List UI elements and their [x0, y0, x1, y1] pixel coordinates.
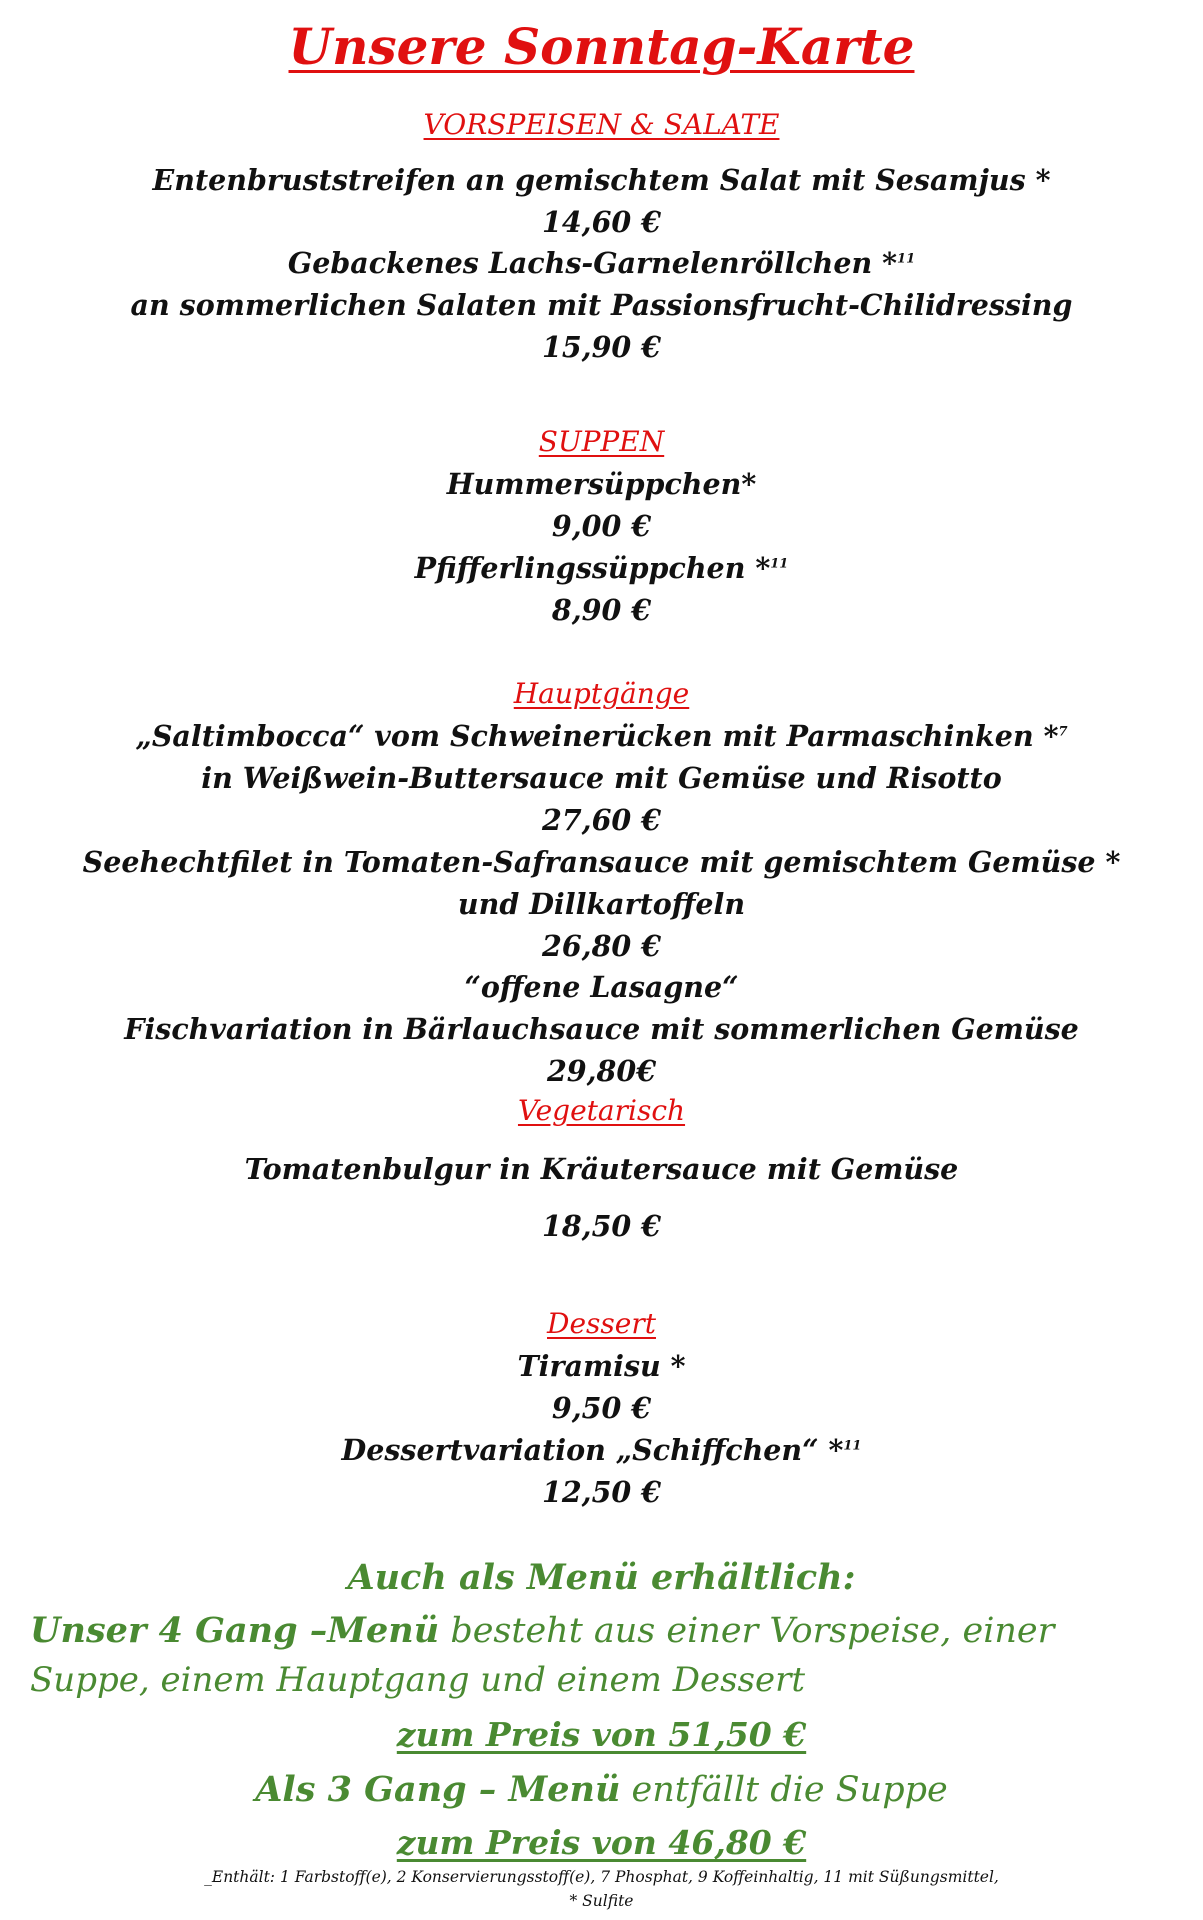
menu-headline: Auch als Menü erhältlich: [347, 1557, 856, 1598]
menu-four-course-line [30, 1610, 1180, 1651]
page-title: Unsere Sonntag-Karte [288, 17, 915, 76]
dish-name: Hummersüppchen* [446, 467, 757, 501]
section-heading-vegetarisch: Vegetarisch [517, 1094, 686, 1127]
dish-name [0, 719, 1203, 753]
dish-name: Entenbruststreifen an gemischtem Salat mit Sesamjus * [152, 163, 1051, 197]
dish-price: 18,50 € [542, 1209, 661, 1243]
dish-price: 27,60 € [542, 803, 661, 837]
dish-price: 9,00 € [551, 509, 652, 543]
dish-name-text: Pfifferlingssüppchen * [414, 551, 771, 585]
dish-name-text: „Saltimbocca“ vom Schweinerücken mit Parmaschinken * [135, 719, 1059, 753]
dish-name [0, 246, 1203, 280]
allergen-footnote-line2: * Sulfite [569, 1892, 634, 1910]
dish-price: 12,50 € [542, 1475, 661, 1509]
menu-four-course-text: besteht aus einer Vorspeise, einer [439, 1611, 1055, 1651]
menu-three-course-label: Als 3 Gang – Menü [255, 1769, 621, 1810]
allergen-note: 11 [843, 1438, 862, 1454]
dish-price: 15,90 € [542, 330, 661, 364]
menu-four-course-label: Unser 4 Gang –Menü [30, 1610, 440, 1651]
dish-name-text: Dessertvariation „Schiffchen“ * [341, 1433, 844, 1467]
section-heading-dessert: Dessert [547, 1307, 656, 1340]
dish-price: 8,90 € [551, 593, 652, 627]
dish-description: an sommerlichen Salaten mit Passionsfrucht-Chilidressing [130, 288, 1073, 322]
dish-description: Fischvariation in Bärlauchsauce mit sommerlichen Gemüse [124, 1012, 1079, 1046]
dish-name: Tiramisu * [517, 1349, 686, 1383]
dish-price: 29,80€ [546, 1054, 657, 1088]
dish-name: “offene Lasagne“ [464, 970, 739, 1004]
dish-name: Seehechtfilet in Tomaten-Safransauce mit gemischtem Gemüse * [82, 845, 1121, 879]
dish-price: 26,80 € [542, 929, 661, 963]
menu-three-course-text: entfällt die Suppe [620, 1770, 948, 1810]
dish-name [0, 1433, 1203, 1467]
allergen-footnote-line1: _Enthält: 1 Farbstoff(e), 2 Konservierungsstoff(e), 7 Phosphat, 9 Koffeinhaltig, 11 mit Süßungsmittel, [204, 1868, 999, 1886]
dish-name-text: Gebackenes Lachs-Garnelenröllchen * [287, 246, 898, 280]
menu-four-course-price: zum Preis von 51,50 € [396, 1715, 807, 1754]
dish-price: 9,50 € [551, 1391, 652, 1425]
dish-description: in Weißwein-Buttersauce mit Gemüse und Risotto [201, 761, 1002, 795]
dish-price: 14,60 € [542, 205, 661, 239]
dish-name: Tomatenbulgur in Kräutersauce mit Gemüse [244, 1152, 959, 1186]
dish-name [0, 551, 1203, 585]
section-heading-hauptgaenge: Hauptgänge [513, 677, 690, 710]
menu-three-course-line [0, 1769, 1203, 1810]
allergen-note: 11 [770, 556, 789, 572]
menu-three-course-price: zum Preis von 46,80 € [396, 1823, 807, 1862]
menu-four-course-desc: Suppe, einem Hauptgang und einem Dessert [30, 1660, 806, 1700]
section-heading-suppen: SUPPEN [538, 425, 665, 458]
dish-description: und Dillkartoffeln [457, 887, 746, 921]
allergen-note: 7 [1058, 724, 1068, 740]
allergen-note: 11 [897, 251, 916, 267]
section-heading-vorspeisen: VORSPEISEN & SALATE [423, 108, 780, 141]
